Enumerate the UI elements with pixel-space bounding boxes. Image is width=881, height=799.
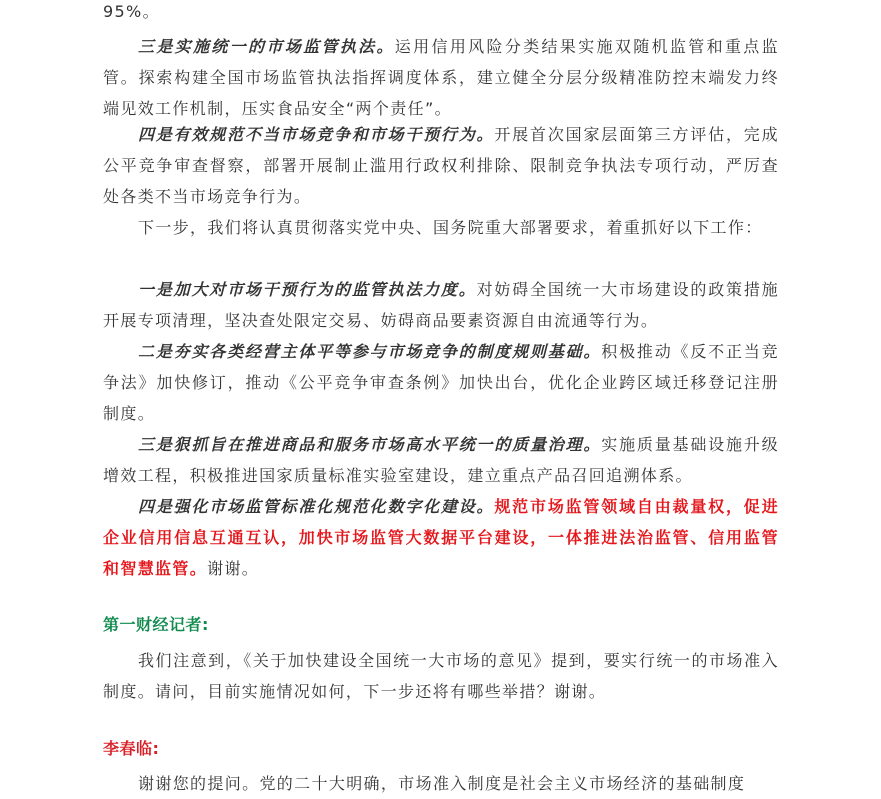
paragraph-item-three: 三是狠抓旨在推进商品和服务市场高水平统一的质量治理。实施质量基础设施升级增效工程，积极推进国家质量标准实验室建设，建立重点产品召回追溯体系。 [103,435,779,485]
paragraph-answer: 谢谢您的提问。党的二十大明确，市场准入制度是社会主义市场经济的基础制度 [138,774,746,793]
paragraph-item-two: 二是夯实各类经营主体平等参与市场竞争的制度规则基础。积极推动《反不正当竞争法》加快修订，推动《公平竞争审查条例》加快出台，优化企业跨区域迁移登记注册制度。 [103,342,779,423]
speaker-reporter: 第一财经记者: [103,615,209,634]
paragraph-next-step: 下一步，我们将认真贯彻落实党中央、国务院重大部署要求，着重抓好以下工作： [138,218,763,237]
paragraph-lead: 四是强化市场监管标准化规范化数字化建设。 [138,497,495,516]
paragraph-lead: 二是夯实各类经营主体平等参与市场竞争的制度规则基础。 [138,342,602,361]
paragraph-lead: 一是加大对市场干预行为的监管执法力度。 [138,280,477,299]
red-emphasis: 规范市场监管领域自由裁量权，促进企业信用信息互通互认，加快市场监管大数据平台建设，一体推进法治监管、信用监管和智慧监管。 [103,497,779,578]
paragraph-lead: 四是有效规范不当市场竞争和市场干预行为。 [138,125,495,144]
paragraph-lead: 三是狠抓旨在推进商品和服务市场高水平统一的质量治理。 [138,435,602,454]
paragraph-competition-regulation: 四是有效规范不当市场竞争和市场干预行为。开展首次国家层面第三方评估，完成公平竞争审查督察，部署开展制止滥用行政权利排除、限制竞争执法专项行动，严厉查处各类不当市场竞争行为。 [103,125,779,206]
speaker-li-chunlin: 李春临: [103,739,160,758]
paragraph-fragment: 95%。 [103,2,160,21]
paragraph-item-four: 四是强化市场监管标准化规范化数字化建设。规范市场监管领域自由裁量权，促进企业信用信息互通互认，加快市场监管大数据平台建设，一体推进法治监管、信用监管和智慧监管。谢谢。 [103,497,779,578]
paragraph-lead: 三是实施统一的市场监管执法。 [138,37,395,56]
paragraph-question: 我们注意到，《关于加快建设全国统一大市场的意见》提到，要实行统一的市场准入制度。请问，目前实施情况如何，下一步还将有哪些举措？谢谢。 [103,651,779,701]
paragraph-unified-enforcement: 三是实施统一的市场监管执法。运用信用风险分类结果实施双随机监管和重点监管。探索构建全国市场监管执法指挥调度体系，建立健全分层分级精准防控末端发力终端见效工作机制，压实食品安全“两个责任”。 [103,37,779,118]
paragraph-item-one: 一是加大对市场干预行为的监管执法力度。对妨碍全国统一大市场建设的政策措施开展专项清理，坚决查处限定交易、妨碍商品要素资源自由流通等行为。 [103,280,780,330]
